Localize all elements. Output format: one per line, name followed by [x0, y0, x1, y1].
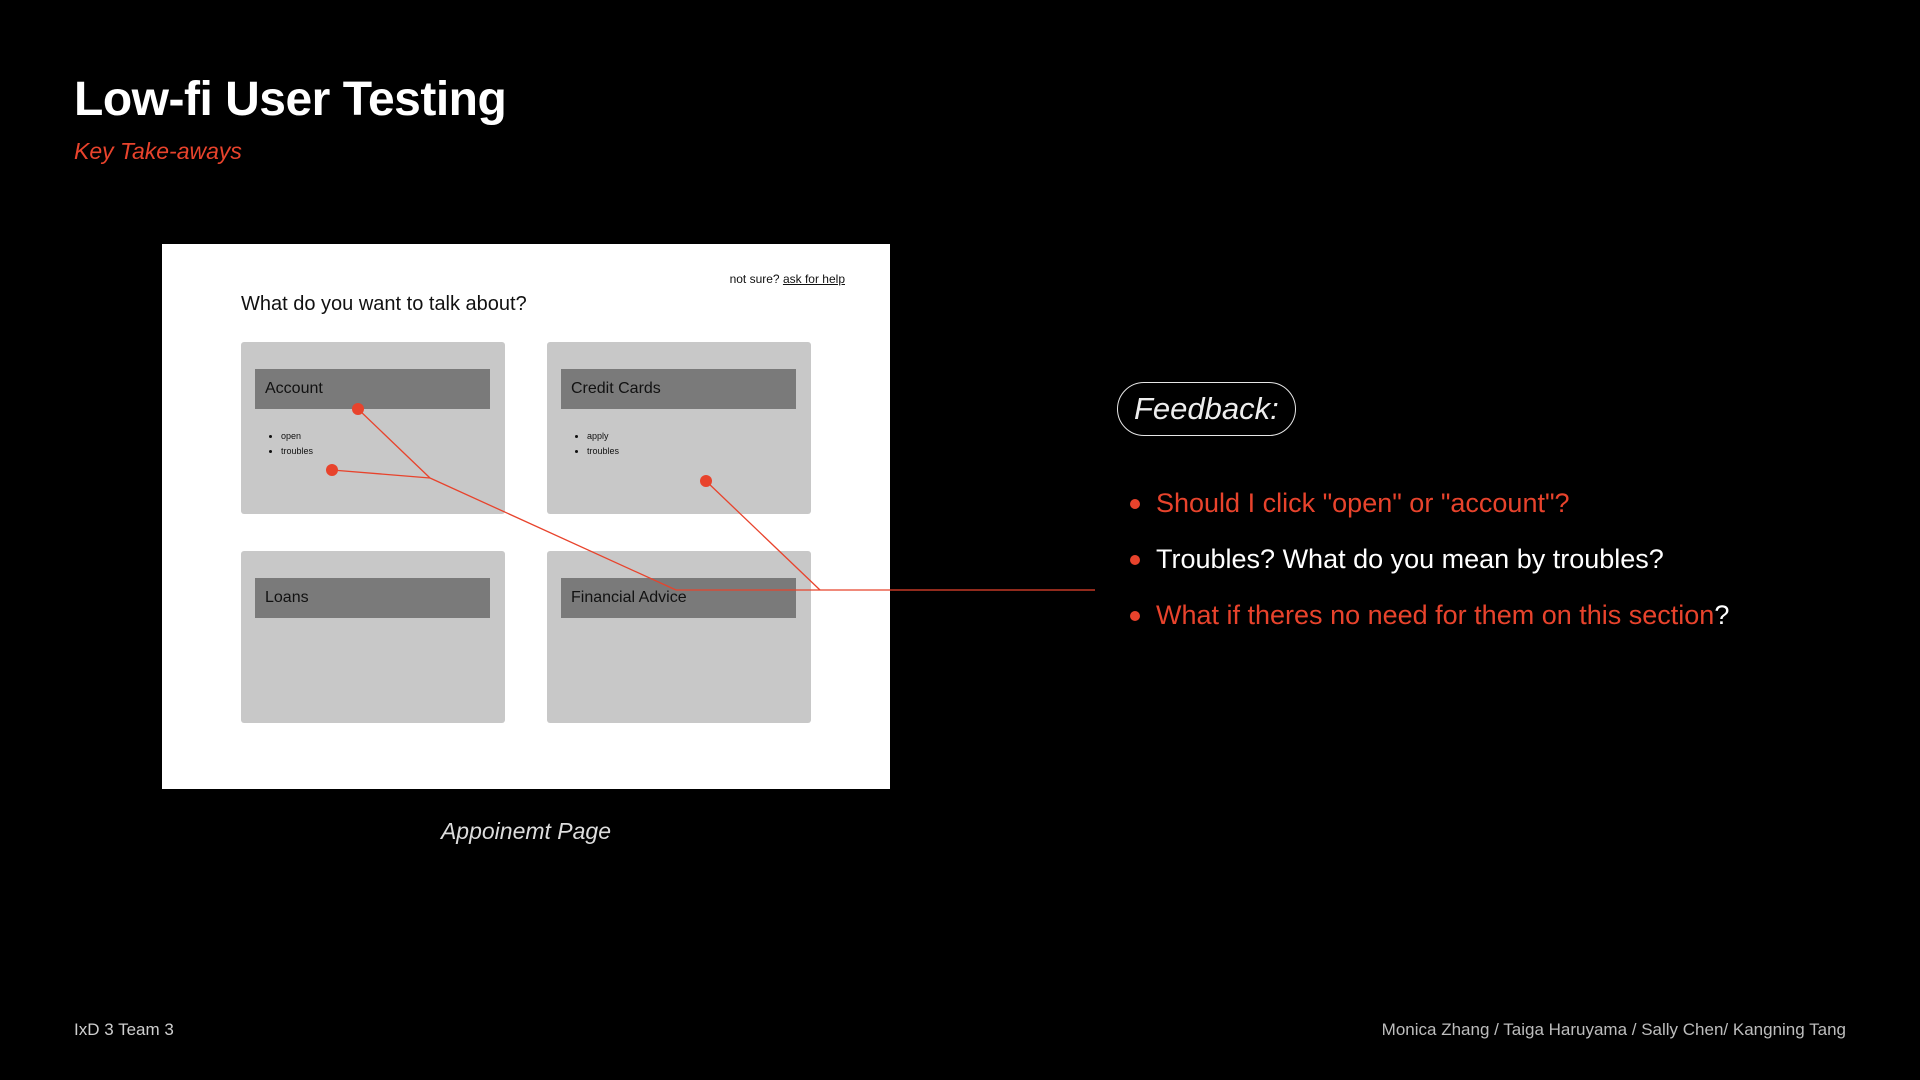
slide-title: Low-fi User Testing — [74, 73, 507, 126]
feedback-text: Troubles? What do you mean by troubles? — [1156, 544, 1664, 574]
card-header-loans[interactable]: Loans — [255, 578, 490, 618]
footer-authors: Monica Zhang / Taiga Haruyama / Sally Chen/ Kangning Tang — [1381, 1020, 1846, 1039]
card-header-account[interactable]: Account — [255, 369, 490, 409]
card-financial-advice[interactable] — [547, 551, 811, 723]
feedback-item — [1130, 587, 1729, 643]
mockup-question: What do you want to talk about? — [241, 293, 527, 315]
list-item-troubles[interactable]: • troubles — [281, 444, 313, 459]
feedback-list — [1130, 475, 1729, 643]
list-item-open[interactable]: • open — [281, 429, 313, 444]
feedback-label: Feedback: — [1117, 382, 1296, 436]
card-list-account — [281, 429, 313, 459]
bullet-icon — [1130, 499, 1140, 509]
bullet-icon — [1130, 555, 1140, 565]
mockup-caption: Appoinemt Page — [440, 818, 612, 844]
card-header-financial-advice[interactable]: Financial Advice — [561, 578, 796, 618]
card-list-credit-cards — [587, 429, 619, 459]
feedback-item — [1130, 475, 1729, 531]
feedback-text-suffix: ? — [1714, 600, 1730, 630]
list-item-troubles[interactable]: • troubles — [587, 444, 619, 459]
feedback-item — [1130, 531, 1729, 587]
card-header-credit-cards[interactable]: Credit Cards — [561, 369, 796, 409]
feedback-text: Should I click "open" or "account"? — [1156, 488, 1570, 518]
lowfi-mockup — [162, 244, 890, 789]
list-item-apply[interactable]: • apply — [587, 429, 619, 444]
footer-team: IxD 3 Team 3 — [74, 1020, 174, 1039]
help-prefix: not sure? — [729, 272, 780, 286]
bullet-icon — [1130, 611, 1140, 621]
ask-for-help-link[interactable]: ask for help — [782, 272, 845, 286]
card-account[interactable] — [241, 342, 505, 514]
slide-subtitle: Key Take-aways — [74, 138, 242, 164]
card-loans[interactable] — [241, 551, 505, 723]
feedback-text: What if theres no need for them on this section — [1156, 600, 1715, 630]
help-prompt — [730, 272, 845, 286]
card-credit-cards[interactable] — [547, 342, 811, 514]
